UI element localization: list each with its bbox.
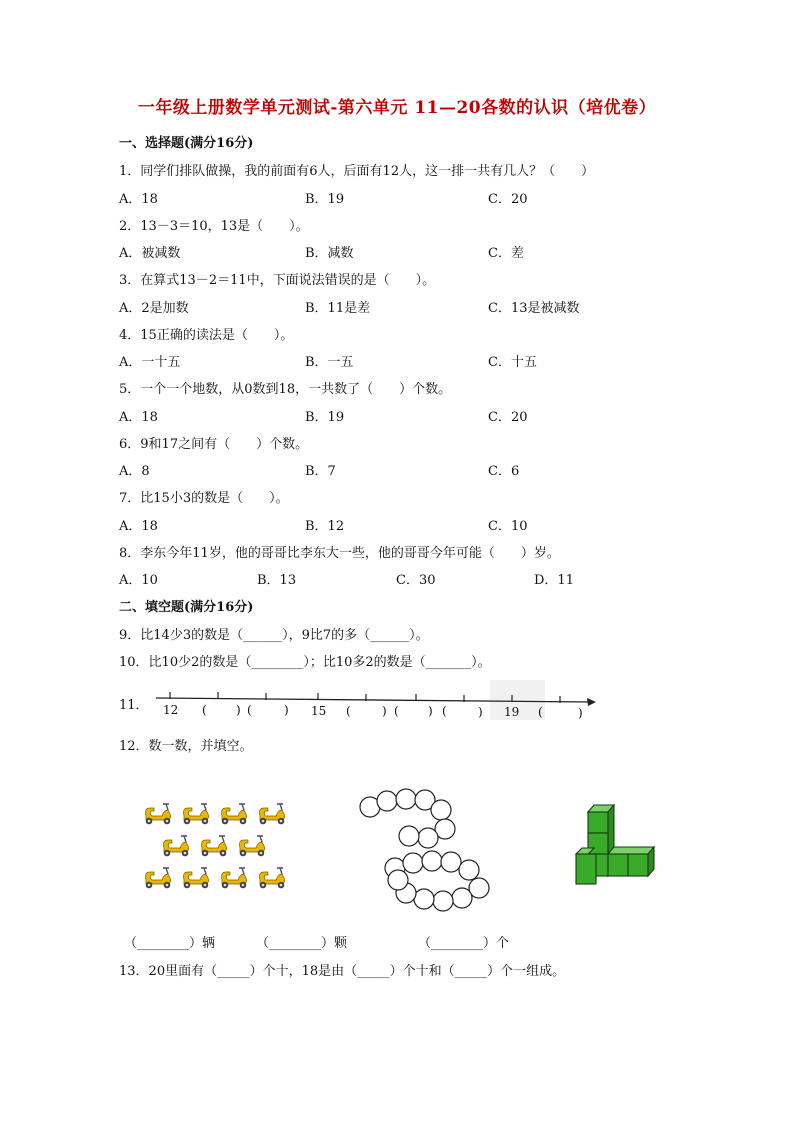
option-c: C．十五 (488, 355, 537, 370)
option-a: A．18 (119, 410, 158, 425)
option-b: B．减数 (305, 246, 354, 261)
options-6 (119, 460, 679, 478)
scooter-icon (146, 868, 171, 888)
blank-17: ( (394, 704, 399, 718)
tick-label-12: 12 (163, 703, 179, 717)
blank-20: ( (538, 705, 543, 719)
bead (403, 853, 423, 873)
question-8: 8．李东今年11岁，他的哥哥比李东大一些，他的哥哥今年可能（ ）岁。 (119, 546, 560, 561)
option-c: C．差 (488, 246, 524, 261)
bead (399, 826, 419, 846)
option-a: A．2是加数 (119, 301, 189, 316)
blank-14: ( (247, 703, 252, 717)
caption-cubes: （________）个 (418, 936, 510, 951)
scooter-icon (222, 868, 247, 888)
bead (422, 851, 442, 871)
option-b: B．一五 (305, 355, 354, 370)
number-line-arrow (587, 698, 596, 706)
number-line (150, 678, 602, 728)
blank-13: ( (202, 703, 207, 717)
options-1 (119, 188, 679, 206)
blank-18: ( (442, 704, 447, 718)
question-10: 10．比10少2的数是（________）；比10多2的数是（_______）。 (119, 655, 491, 670)
scooter-icon (240, 836, 265, 856)
cube-icon (608, 847, 654, 876)
question-13: 13．20里面有（_____）个十，18是由（_____）个十和（_____）个一组成。 (119, 964, 566, 979)
question-7: 7．比15小3的数是（ ）。 (119, 491, 289, 506)
option-c: C．13是被减数 (488, 301, 580, 316)
option-b: B．19 (305, 192, 345, 207)
question-4: 4．15正确的读法是（ ）。 (119, 328, 294, 343)
blank-16-close: ) (382, 704, 387, 718)
bead (396, 789, 416, 809)
question-1: 1．同学们排队做操，我的前面有6人，后面有12人，这一排一共有几人？（ ） (119, 164, 595, 179)
section-fill-heading: 二、填空题(满分16分) (119, 600, 254, 615)
option-b: B．11是差 (305, 301, 371, 316)
option-b: B．12 (305, 519, 345, 534)
blank-18-close: ) (478, 705, 483, 719)
option-b: B．19 (305, 410, 345, 425)
bead (388, 870, 408, 890)
cube-group (572, 804, 662, 893)
section-choice-heading: 一、选择题(满分16分) (119, 136, 254, 151)
option-a: A．18 (119, 192, 158, 207)
option-a: A．10 (119, 573, 158, 588)
option-b: B．7 (305, 464, 336, 479)
option-a: A．被减数 (119, 246, 181, 261)
options-5 (119, 406, 679, 424)
option-c: C．20 (488, 410, 528, 425)
options-3 (119, 297, 679, 315)
question-5: 5．一个一个地数，从0数到18，一共数了（ ）个数。 (119, 382, 452, 397)
bead-group (352, 788, 497, 922)
option-a: A．18 (119, 519, 158, 534)
bead (431, 800, 451, 820)
option-c: C．10 (488, 519, 528, 534)
scooter-icon (146, 804, 171, 824)
page-title: 一年级上册数学单元测试-第六单元 11—20各数的认识（培优卷） (137, 98, 657, 118)
scooter-icon (184, 868, 209, 888)
question-12: 12．数一数，并填空。 (119, 739, 253, 754)
options-8 (119, 569, 679, 587)
blank-20-close: ) (578, 706, 583, 720)
bead (418, 828, 438, 848)
tick-label-19: 19 (504, 705, 520, 719)
scooter-icon (260, 804, 285, 824)
scooter-icon (222, 804, 247, 824)
question-6: 6．9和17之间有（ ）个数。 (119, 437, 309, 452)
option-b: B．13 (257, 573, 297, 588)
blank-13-close: ) (236, 703, 241, 717)
blank-16: ( (346, 704, 351, 718)
option-d: D．11 (534, 573, 574, 588)
options-7 (119, 515, 679, 533)
option-c: C．6 (488, 464, 520, 479)
option-c: C．20 (488, 192, 528, 207)
scooter-icon (202, 836, 227, 856)
question-2: 2．13－3＝10，13是（ ）。 (119, 219, 309, 234)
scooter-group (138, 800, 298, 899)
tick-label-15: 15 (311, 704, 327, 718)
caption-beads: （________）颗 (256, 936, 348, 951)
bead (441, 852, 461, 872)
caption-scooters: （________）辆 (124, 936, 216, 951)
scooter-icon (164, 836, 189, 856)
question-9: 9．比14少3的数是（______），9比7的多（______）。 (119, 628, 429, 643)
blank-14-close: ) (284, 703, 289, 717)
blank-17-close: ) (428, 704, 433, 718)
option-a: A．8 (119, 464, 150, 479)
bead (433, 891, 453, 911)
question-11-label: 11． (119, 698, 149, 713)
scooter-icon (260, 868, 285, 888)
bead (459, 860, 479, 880)
scooter-icon (184, 804, 209, 824)
question-3: 3．在算式13－2＝11中，下面说法错误的是（ ）。 (119, 273, 436, 288)
options-2 (119, 242, 679, 260)
bead (377, 791, 397, 811)
option-c: C．30 (396, 573, 436, 588)
options-4 (119, 351, 679, 369)
bead (452, 888, 472, 908)
option-a: A．一十五 (119, 355, 181, 370)
bead (414, 889, 434, 909)
